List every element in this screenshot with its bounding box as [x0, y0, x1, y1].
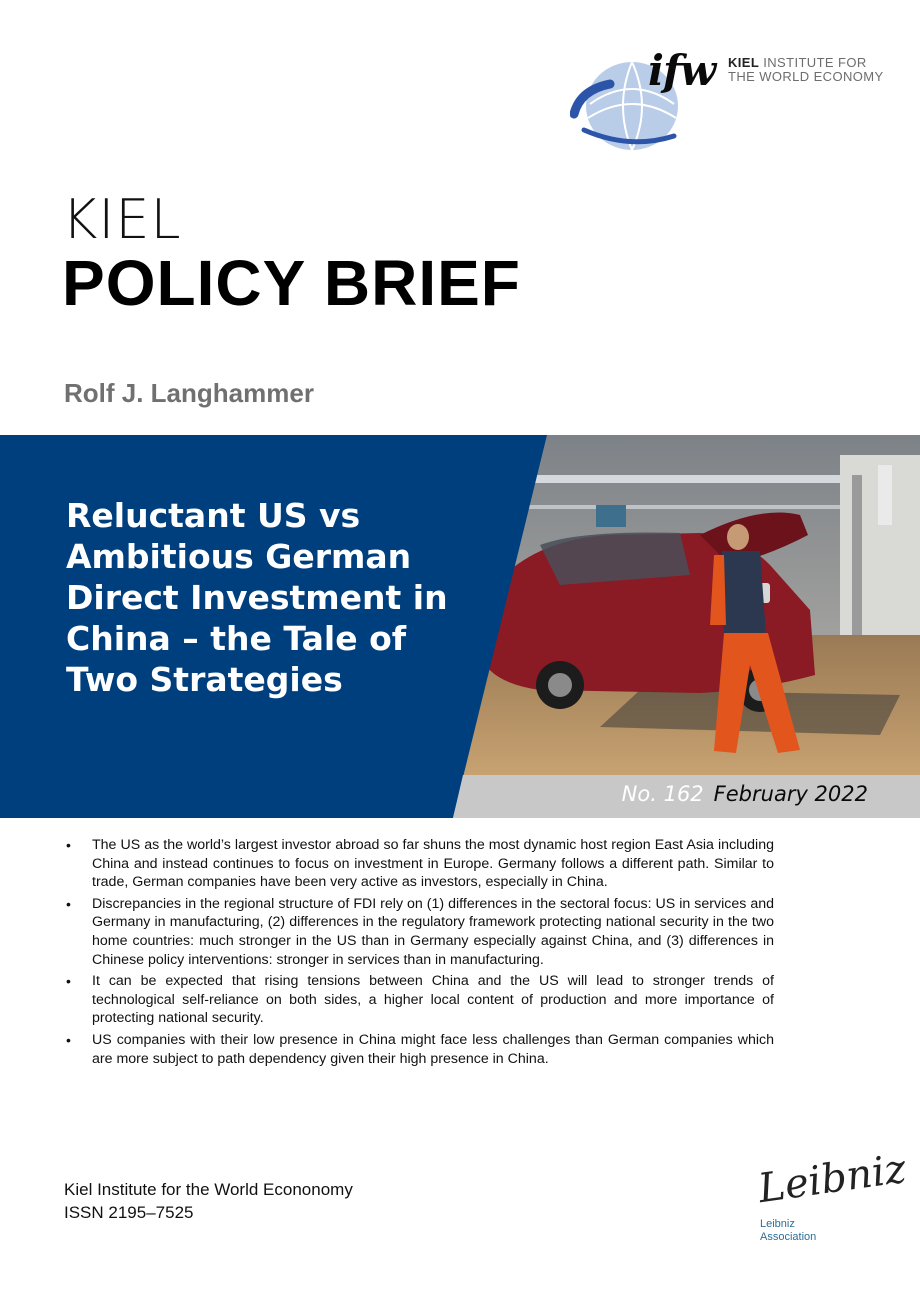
- leibniz-label: [760, 1218, 816, 1244]
- key-point-4: • US companies with their low presence in China might face less challenges than German companies which are more subject to path dependency given their high presence in China.: [64, 1031, 774, 1068]
- issue-info: [622, 782, 868, 806]
- author-name: Rolf J. Langhammer: [64, 378, 314, 408]
- issn: ISSN 2195–7525: [64, 1203, 194, 1222]
- headline-band: [0, 435, 920, 818]
- key-point-2: • Discrepancies in the regional structure of FDI rely on (1) differences in the sectoral focus: US in services and Germany in manufacturing, (2) differences in the regulatory framework protecting national security in the two home countries: much stronger in the US than in Germany especially against China, and (3) differences in Chinese policy interventions: stronger in services than in manufacturing.: [64, 895, 774, 969]
- ifw-wordmark: ifw: [648, 46, 716, 95]
- series-title-kiel: KIEL: [62, 188, 182, 251]
- institute-name-rest: INSTITUTE FOR: [763, 55, 867, 70]
- series-title-policy-brief: POLICY BRIEF: [62, 247, 521, 319]
- key-point-3: • It can be expected that rising tensions between China and the US will lead to stronger trends of technological self-reliance on both sides, a higher local content of production and more importance of protecting national security.: [64, 972, 774, 1028]
- ifw-logo: [570, 42, 900, 157]
- issue-number: No. 162: [621, 782, 704, 806]
- publisher-name: Kiel Institute for the World Econonomy: [64, 1180, 353, 1199]
- leibniz-label-line2: Association: [760, 1231, 817, 1243]
- brief-headline: Reluctant US vs Ambitious German Direct Investment in China – the Tale of Two Strategies: [66, 496, 448, 699]
- issue-date: February 2022: [713, 782, 868, 806]
- institute-name: [728, 56, 884, 84]
- institute-name-bold: KIEL: [728, 55, 760, 70]
- publisher-footer: [64, 1178, 353, 1224]
- key-points-list: [64, 836, 774, 1071]
- leibniz-logo: [750, 1145, 909, 1252]
- institute-name-line2: THE WORLD ECONOMY: [728, 69, 884, 84]
- leibniz-signature: Leibniz: [755, 1145, 909, 1213]
- leibniz-label-line1: Leibniz: [760, 1218, 795, 1230]
- key-point-1: • The US as the world’s largest investor abroad so far shuns the most dynamic host region East Asia including China and instead continues to focus on investment in Europe. Germany follows a different path. Similar to trade, German companies have been very active as investors, especially in China.: [64, 836, 774, 892]
